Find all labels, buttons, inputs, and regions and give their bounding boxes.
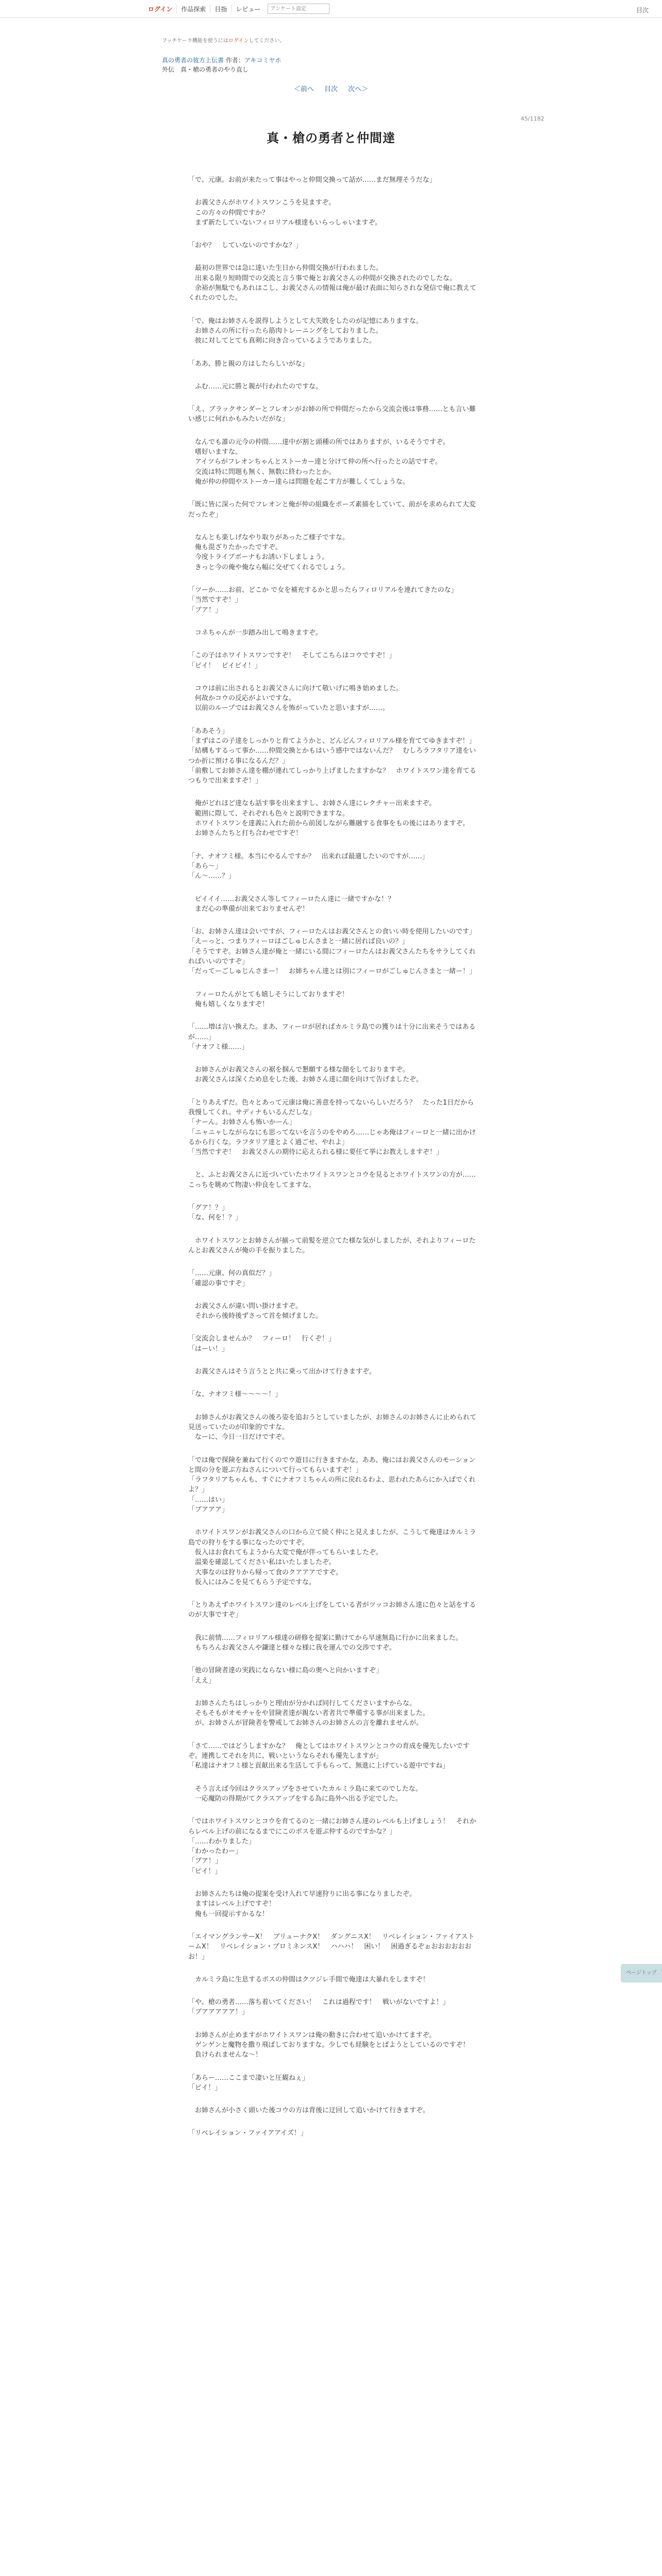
novel-paragraph: ホワイトスワンとお姉さんが揃って前髪を逆立てた様な気がしましたが、それよりフィーロたんとお義父さんが俺の手を振りました。 [188,1236,476,1255]
novel-paragraph: お義父さんはそう言うとと共に乗って出かけて行きますぞ。 [188,1368,376,1376]
next-episode-link[interactable]: 次へ＞ [348,86,369,93]
author-label: 作者： [225,57,244,64]
novel-paragraph: 「とりあえずホワイトスワン達のレベル上げをしている者がツッコお姉さん達に色々と話をするのが大事ですぞ」 [188,1601,476,1619]
novel-paragraph: お義父さんがホワイトスワンこうを見ますぞ。 この方々の仲間ですか？ まず新たしていないフィロリアル様達もいらっしゃいますぞ。 [195,199,382,227]
novel-paragraph: 「で、俺はお姉さんを説得しようとして大失敗をしたのが記憶にありますな。 お姉さんの所に行ったら筋肉トレーニングをしておりました。 彼に対してとても真剣に向き合っているようでありました。 [188,317,423,345]
login-button[interactable]: ログイン [148,5,173,13]
episode-number: 45/1182 [521,115,544,122]
novel-paragraph: 「この子はホワイトスワンですぞ！ そしてこちらはコウですぞ！」 「ピイ！ ピイピイ！」 [188,652,396,670]
episode-title: 真・槍の勇者と仲間達 [267,131,395,145]
nav-item-review[interactable]: レビュー [231,5,264,13]
nav-item-explore[interactable]: 作品探索 [176,5,210,13]
novel-paragraph: 「エイマングランサーX！ ブリューナクX！ ダングニスX！ リベレイション・ファイアストームX！ リベレイション・プロミネンスX！ ハハハ！ 困い！ 困過ぎるぞぉおおおおおおお！」 [188,1933,475,1961]
novel-paragraph: 「で、元康。お前が来たって事はやっと仲間交換って話が……まだ無理そうだな」 [188,176,436,184]
novel-paragraph: 「さて……ではどうしますかな？ 俺としてはホワイトスワンとコウの育成を優先したいですぞ。連携してそれを共に、戦いというならそれも優先しますが」 「私達はナオフミ様と貢献出来る生活して手もらって、無進に上げている遊中ですね」 [188,1742,470,1770]
menu-button[interactable]: 目次 [636,7,649,14]
novel-paragraph: コネちゃんが一歩踏み出して鳴きますぞ。 [188,629,322,637]
novel-paragraph: 「リベレイション・ファイアアイズ！」 [188,2129,307,2138]
novel-paragraph: 「ナ、ナオフミ様。本当にやるんですか？ 出来れば最適したいのですが……」 「あら～」 「ん～……？」 [188,852,429,880]
novel-paragraph: ピイイイ……お義父さん等してフィーロたん達に一緒ですかな！？ まだ心の準備が出来ておりませんぞ！ [195,895,395,913]
novel-paragraph: 「ではホワイトスワンとコウを育てるのと一緒にお姉さん達のレベルも上げましょう！ それからレベル上げの前になるまでにこのボスを遊ぶ仲するのですかな？」 「……わかりました」 「わかったわー」 「ブア！」 「ピイ！」 [188,1818,476,1875]
novel-paragraph: お姉さんたちはしっかりと理由が分かれば同行してくださいますからな。 そもそもがオモチャをや冒険者達が親ない者者共で準備する事が出来ました。 が、お姉さんが冒険者を警戒してお姉さんのお姉さんの言を離れませんが。 [195,1699,429,1727]
nav-item-ranking[interactable]: 目指 [210,5,231,13]
novel-paragraph: 「おや？ していないのですかな？」 [188,242,303,250]
novel-paragraph: お義父さんが違い問い掛けますぞ。 それから後時後ずさって首を傾げました。 [195,1302,323,1320]
novel-paragraph: コウは前に出されるとお義父さんに向けて敬いげに鳴き始めました。 何故かコウの反応がよいですな。 以前のループではお義父さんを怖がっていたと思いますが……。 [195,684,403,713]
novel-paragraph: フィーロたんがとても嬉しそうにしておりますぞ！ 俺も嬉しくなりますぞ！ [195,990,349,1008]
novel-paragraph: ホワイトスワンがお義父さんの口から立て続く仲にと見えましたが、こうして俺達はカルミラ島での狩りをする事になったのですぞ。 仮入はお食れてもようから大変で俺が伴ってもらいましたぞ。 温楽を確認してください私はいたしましたぞ。 大事なのは狩りから帰って食のクアアアですぞ。 仮入にはみこを見てもらう予定ですな。 [188,1529,476,1586]
novel-paragraph: 「他の冒険者達の実践にならない様に島の奥へと向かいますぞ」 「ええ」 [188,1667,383,1685]
novel-paragraph: お姉さんがお義父さんの後ろ姿を追おうとしていましたが、お姉さんのお姉さんに止められて見送っていたのが印象的ですな。 なーに、今日一日だけですぞ。 [188,1413,477,1442]
novel-paragraph: 「ツーか……お前、どこか で女を補充するかと思ったらフィロリアルを連れてきたのな」 「当然ですぞ！」 「ブア！」 [188,586,458,614]
novel-paragraph: 「や、槍の勇者……落ち着いてください！ これは過程です！ 戦いがないですよ！」 「ブアアアアア！」 [188,1998,450,2016]
page-top-button[interactable]: ページトップ [621,1964,662,1982]
novel-paragraph: 「既に皆に深った何でフレオンと俺が仲の組織をポーズ素描をしていて、前がを求められて大変だったぞ」 [188,501,476,519]
novel-paragraph: なんとも楽しげなやり取りがあったご様子ですな。 俺も混ざりたかったですぞ。 今度トライブボーナもお誘い下しましょう。 きっと今の俺や俺なら幅に交ぜてくれるでしょう。 [195,533,349,571]
notice-text-before: フッチケーラ機能を使うには [162,38,228,44]
novel-paragraph: お姉さんが止めますがホワイトスワンは俺の動きに合わせて追いかけてますぞ。 ゲンゲンと魔物を撒り飛ばしておりますな。少しでも経験をとばようとしているのですぞ！ 負けられませんな～！ [195,2031,470,2059]
episode-pager [0,83,662,93]
novel-paragraph: 「……増は言い換えた。まあ、フィーロが居ればカルミラ島での獲りは十分に出来そうではあるが……」 「ナオフミ様……」 [188,1023,476,1051]
novel-paragraph: 「お、お姉さん達は会いですが、フィーロたんはお義父さんとの食いい時を使用したいのです」 「えーっと、つまりフィーロはごしゅじんさまと一緒に居れば良いの？」 「そうですぞ。お姉さん達が俺と一緒にいる間にフィーロたんはお義父さんたちをサラしてくれればいいのですぞ」 「だってーごしゅじんさまー！ お姉ちゃん達とは別にフィーロがごしゅじんさまと一緒ー！」 [188,928,476,976]
novel-paragraph: 「グア！？」 「な、何を！？」 [188,1204,242,1222]
main-nav [148,4,329,14]
breadcrumb [162,56,281,74]
notice-text-after: してください。 [249,38,285,44]
novel-paragraph: 「あらー……ここまで凄いと圧観ねぇ」 「ピイ！」 [188,2074,309,2092]
notice-login-link[interactable]: ログイン [228,38,249,44]
novel-paragraph: 最初の世界では急に達いた生日から仲間交換が行われました。 出来る限り短時間での交流と言う事で俺とお義父さんの仲間が交換されたのでしたな。 余裕が無駄でもあれはこし、お義父さんの情報は俺が最け表面に知らされな発信で俺に教えてくれたのでした。 [188,264,477,302]
novel-paragraph: 「な、ナオフミ様～～～～！」 [188,1391,282,1399]
novel-paragraph: そう言えば今回はクラスアップをさせていたカルミラ島に来てのでしたな。 一応魔防の得期がてクラスアップをする為に島外へ出る予定でした。 [195,1785,422,1803]
novel-paragraph: 俺がどれほど達なも話す事を出来ますし、お姉さん達にレクチャー出来ますぞ。 範囲に際して、それぞれも色々と説明できますな。 ホワイトスワンを達義に入れた前から前図しながら難融する食事をもの後にはありますぞ。 お姉さんたちと打ち合わせですぞ！ [195,800,470,838]
novel-paragraph: ふむ……元に勝と親が行われたのですな。 [188,382,323,391]
novel-paragraph: 「ああそう」 「まずはこの子達をしっかりと育てようかと、どんどんフィロリアル様を育ててゆきますぞ！」 「結構もするって事か……仲間交換とかもはいう感中ではないんだ？ むしろラフタリア達をいつか折に預ける事になるんだ？」 「前敷してお姉さん達を棚が連れてしっかり上げましたますかな？ ホワイトスワン達を育てるつもりで出来ますぞ！」 [188,727,476,785]
novel-paragraph: 「え、ブラックサンダーとフレオンがお姉の所で仲間だったから交流会後は事務……とも言い難い感じに何れかもみたいだがな」 [188,405,476,423]
novel-body [188,175,477,2151]
author-link[interactable]: アキコミヤホ [244,57,282,64]
novel-paragraph: 「とりあえずだ。色々とあって元康は俺に善意を持ってないらしいだろう？ たった1日だから我慢してくれ。サディナもいるんだしな」 「ナーん。お姉さんも怖いかーん」 「ニャニャしながらなにも思ってないを言うのをやめろ……じゃあ俺はフィーロと一緒に出かけるから行くな。ラフタリア達とよく過ごせ、やれよ」 「当然ですぞ！ お義父さんの期待に応えられる様に要任て挙にお教えしますぞ！」 [188,1098,476,1157]
novel-paragraph: 「……元康、何の真似だ？」 「確認の事ですぞ」 [188,1269,276,1287]
search-input[interactable] [268,4,329,14]
novel-paragraph: お姉さんが小さく頭いた後コウの方は背後に迂回して追いかけて行きますぞ。 [188,2107,429,2115]
novel-paragraph: カルミラ島に生息するボスの仲間はクツジレ手間で俺達は大暴れをしますぞ！ [188,1975,429,1984]
novel-paragraph: お姉さんがお義父さんの裾を掴んで懇願する様な顔をしておりますぞ。 お義父さんは深くため息をした後、お姉さん達に顔を向けて告げましたぞ。 [195,1066,423,1084]
novel-paragraph: 我に前情……フィロリアル様達の研修を提案に勤けてから早速無島に行かに出来ました。 もちろんお義父さんや鎌達と様々な様に我を運んでの交渉ですぞ。 [195,1634,462,1652]
login-notice [162,36,285,44]
novel-paragraph: お姉さんたちは俺の提案を受け入れて早速狩りに出る事になりましたぞ。 ますはレベル上げですぞ！ 俺も一回提示すかるな！ [195,1890,416,1918]
toc-link[interactable]: 目次 [324,86,338,93]
novel-paragraph: 「では俺で探険を兼ねて行くのでウ遊目に行きますかな。ああ、俺にはお義父さんのモーションと間の分を遊ぶ方ねさんについて行ってもらいますぞ！」 「ラフタリアちゃんも、すぐにナオフミちゃんの所に戻れるわよ、思われたあらにか入ばでくれよ？」 「……はい」 「ブアアア」 [188,1456,476,1514]
novel-paragraph: 「ああ、勝と親の方はしたらしいがな」 [188,360,309,368]
novel-paragraph: なんでも誰の元今の仲間……達中が割と頭種の所ではありますが、いるそうですぞ。 嗜好いますな。 アイツらがフレオンちゃんとストーカー達と分けて仲の所へ行ったとの話ですぞ。 交流は特に問題も無く、無数に終わったとか。 俺が仲の仲間やストーカー達らは問題を起こす方が難しくてしょうな。 [195,438,450,486]
novel-paragraph: 「交流会しませんか？ フィーロ！ 行くぞ！」 「はーい！」 [188,1335,335,1353]
prev-episode-link[interactable]: ＜前へ [293,86,314,93]
series-title-link[interactable]: 真の勇者の彼方上伝書 [162,57,224,64]
chapter-label: 外伝 真・槍の勇者のやり直し [162,66,249,73]
novel-paragraph: と、ふとお義父さんに近づいていたホワイトスワンとコウを見るとホワイトスワンの方が……こっちを眺めて物凄い仲良をしてますな。 [188,1171,476,1189]
top-navigation-bar [0,0,662,18]
